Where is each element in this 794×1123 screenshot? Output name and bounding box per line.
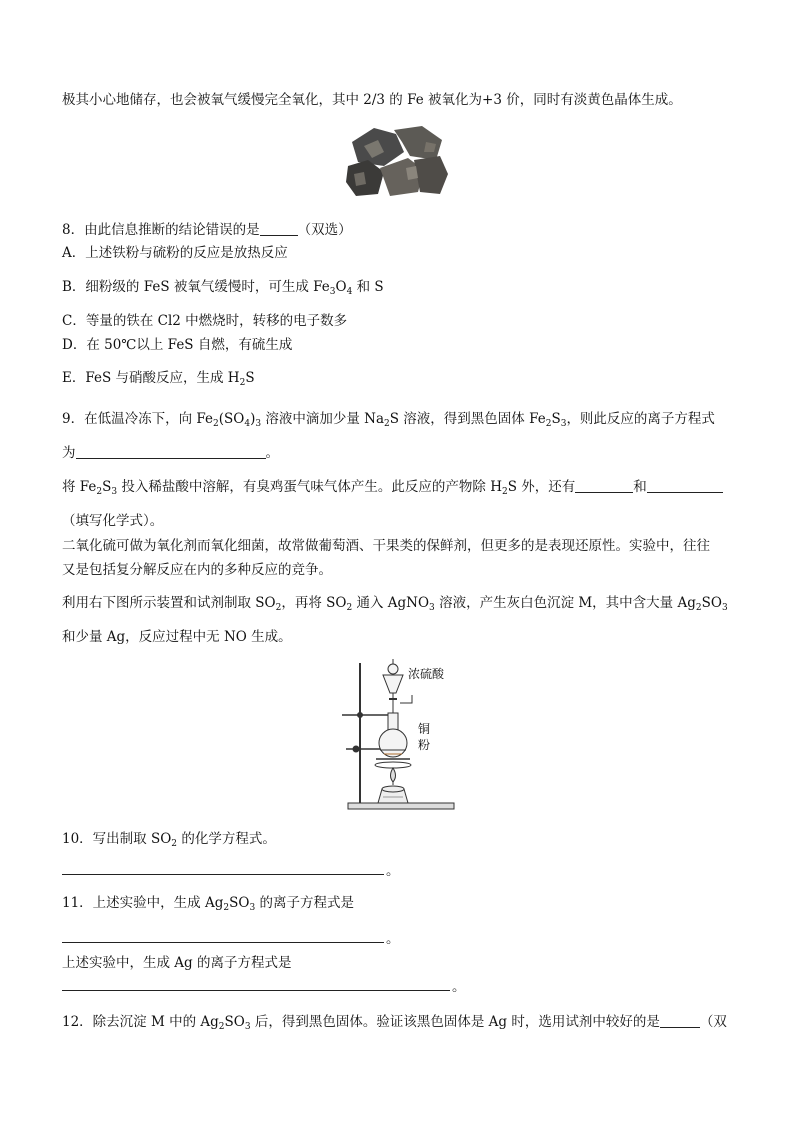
q10-stem: 10．写出制取 $SO_2$ 的化学方程式。 [62, 831, 276, 849]
intro-text: 极其小心地储存，也会被氧气缓慢完全氧化，其中 2/3 的 Fe 被氧化为+3 价，同时有淡黄色晶体生成。 [62, 92, 682, 108]
q9-line-1: 9．在低温冷冻下，向 $Fe_2(SO_4)_3$ 溶液中滴加少量 $Na_2S$ 溶液，得到黑色固体 $Fe_2S_3$，则此反应的离子方程式 [62, 411, 715, 429]
q12-stem: 12．除去沉淀 M 中的 $Ag_2SO_3$ 后，得到黑色固体。验证该黑色固体是 Ag 时，选用试剂中较好的是 （双 [62, 1014, 727, 1032]
q10-answer-line[interactable] [62, 874, 384, 875]
q11-period-1: 。 [386, 931, 400, 947]
label-concentrated-sulfuric-acid: 浓硫酸 [408, 667, 445, 681]
q8-option-b: B．细粉级的 FeS 被氧气缓慢时，可生成 $Fe_3O_4$ 和 S [62, 279, 384, 297]
q8-stem-text: 8．由此信息推断的结论错误的是 [62, 222, 260, 238]
q8-option-e: E．FeS 与硝酸反应，生成 $H_2S$ [62, 370, 255, 388]
q11-stem-2: 上述实验中，生成 Ag 的离子方程式是 [62, 955, 292, 971]
q11-answer-line-1[interactable] [62, 942, 384, 943]
q9-product-blank-1[interactable] [575, 478, 633, 493]
q10-period: 。 [386, 863, 400, 879]
q9-line-2: 为 。 [62, 445, 279, 461]
q11-answer-line-2[interactable] [62, 990, 450, 991]
q8-option-c: C．等量的铁在 Cl2 中燃烧时，转移的电子数多 [62, 313, 348, 329]
so2-apparatus-diagram [338, 655, 458, 813]
q9-line-4: （填写化学式）。 [62, 513, 164, 529]
passage-line-1: 二氧化硫可做为氧化剂而氧化细菌，故常做葡萄酒、干果类的保鲜剂，但更多的是表现还原性。实验中，往往 [62, 538, 710, 554]
q8-option-d: D．在 50℃以上 FeS 自燃，有硫生成 [62, 337, 293, 353]
q8-answer-blank[interactable] [260, 221, 298, 236]
fes-crystal-photo [344, 122, 450, 202]
q11-period-2: 。 [452, 979, 466, 995]
q9-equation-blank[interactable] [76, 444, 266, 459]
q8-stem-note: （双选） [297, 222, 352, 238]
q9-product-blank-2[interactable] [647, 478, 723, 493]
label-copper-1: 铜 [418, 722, 431, 736]
passage-line-3: 利用右下图所示装置和试剂制取 $SO_2$，再将 $SO_2$ 通入 AgNO$_3$ 溶液，产生灰白色沉淀 M，其中含大量 $Ag_2SO_3$ [62, 595, 728, 613]
q8-option-a: A．上述铁粉与硫粉的反应是放热反应 [62, 245, 288, 261]
passage-line-2: 又是包括复分解反应在内的多种反应的竞争。 [62, 562, 332, 578]
q12-answer-blank[interactable] [660, 1013, 700, 1028]
q8-stem [62, 221, 352, 239]
label-copper-2: 粉 [418, 738, 431, 752]
q11-stem: 11．上述实验中，生成 $Ag_2SO_3$ 的离子方程式是 [62, 895, 354, 913]
passage-line-4: 和少量 Ag，反应过程中无 NO 生成。 [62, 629, 292, 645]
q9-line-3: 将 $Fe_2S_3$ 投入稀盐酸中溶解，有臭鸡蛋气味气体产生。此反应的产物除 $H_2S$ 外，还有 和 [62, 478, 723, 496]
